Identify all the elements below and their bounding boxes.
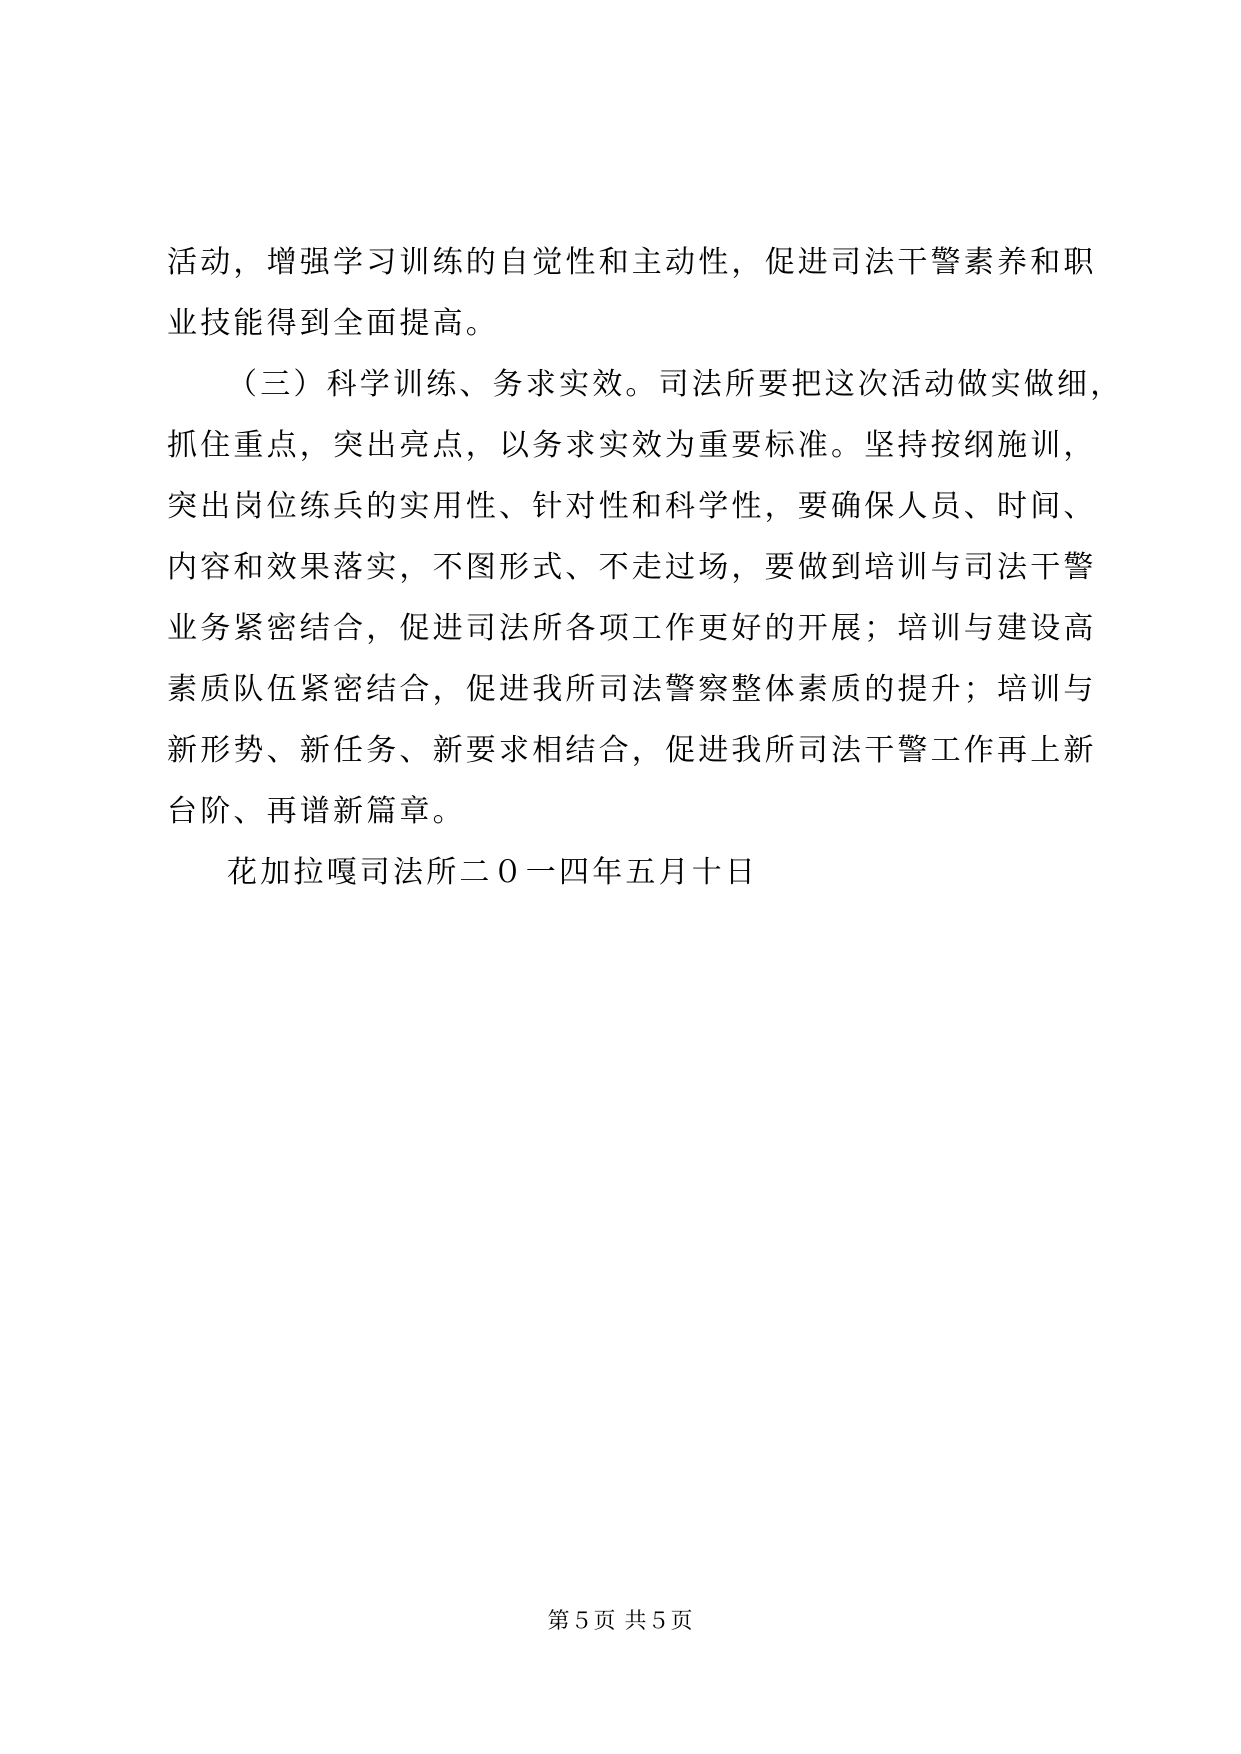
paragraph-line: 业务紧密结合，促进司法所各项工作更好的开展；培训与建设高 [167, 611, 1097, 646]
document-body [167, 232, 1124, 903]
signature-line: 花加拉嘎司法所二０一四年五月十日 [227, 855, 759, 890]
paragraph-line: 内容和效果落实，不图形式、不走过场，要做到培训与司法干警 [167, 550, 1097, 585]
paragraph-line: 新形势、新任务、新要求相结合，促进我所司法干警工作再上新 [167, 733, 1097, 768]
paragraph-line: 突出岗位练兵的实用性、针对性和科学性，要确保人员、时间、 [167, 489, 1097, 524]
paragraph-line: 抓住重点，突出亮点，以务求实效为重要标准。坚持按纲施训， [167, 428, 1097, 463]
paragraph-line: 活动，增强学习训练的自觉性和主动性，促进司法干警素养和职 [167, 245, 1097, 280]
paragraph-line: 业技能得到全面提高。 [167, 306, 499, 341]
paragraph-line: 素质队伍紧密结合，促进我所司法警察整体素质的提升；培训与 [167, 672, 1097, 707]
paragraph-line: 台阶、再谱新篇章。 [167, 794, 466, 829]
page-footer [0, 1604, 1241, 1635]
page-number: 第５页 共５页 [547, 1609, 694, 1634]
paragraph-line: （三）科学训练、务求实效。司法所要把这次活动做实做细， [227, 367, 1124, 402]
